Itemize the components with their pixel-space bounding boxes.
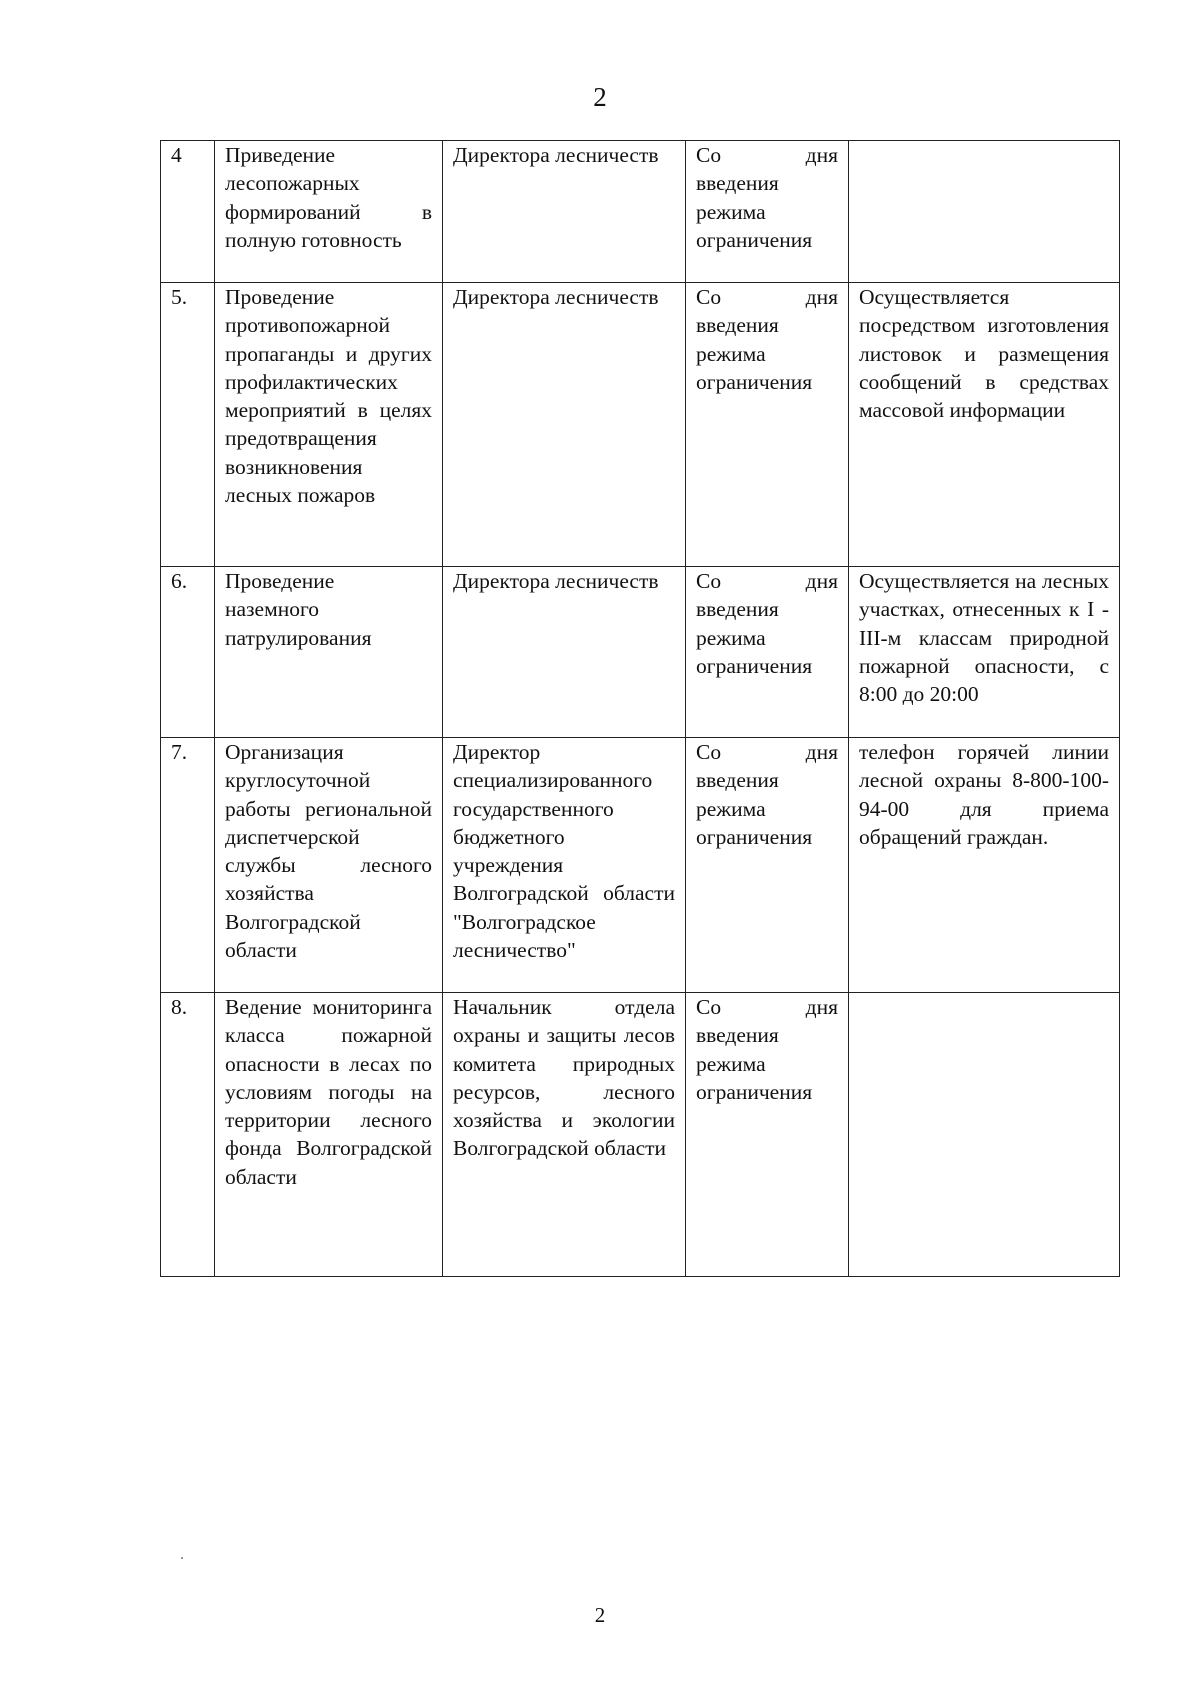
table-row: [161, 567, 1120, 738]
deadline-cell: Со дня введения режима ограничения: [686, 993, 849, 1277]
row-number: 6.: [161, 567, 215, 738]
scan-speck: [181, 1557, 183, 1559]
deadline-cell: Со дня введения режима ограничения: [686, 141, 849, 283]
measure-cell: Проведение противопожарной пропаганды и других профилактических мероприятий в целях предотвращения возникновения лесных пожаров: [215, 283, 443, 567]
deadline-cell: Со дня введения режима ограничения: [686, 283, 849, 567]
note-cell: [849, 993, 1120, 1277]
row-number: 5.: [161, 283, 215, 567]
deadline-cell: Со дня введения режима ограничения: [686, 738, 849, 993]
responsible-cell: Директора лесничеств: [443, 141, 686, 283]
responsible-cell: Директора лесничеств: [443, 283, 686, 567]
page-number-bottom: 2: [594, 1603, 606, 1627]
measures-table: [160, 140, 1120, 1277]
responsible-cell: Начальник отдела охраны и защиты лесов комитета природных ресурсов, лесного хозяйства и экологии Волгоградской области: [443, 993, 686, 1277]
page-number-top: 2: [593, 82, 607, 112]
table-row: [161, 141, 1120, 283]
deadline-cell: Со дня введения режима ограничения: [686, 567, 849, 738]
row-number: 8.: [161, 993, 215, 1277]
note-cell: телефон горячей линии лесной охраны 8-800-100-94-00 для приема обращений граждан.: [849, 738, 1120, 993]
table-row: [161, 993, 1120, 1277]
note-cell: Осуществляется на лесных участках, отнесенных к I - III-м классам природной пожарной опасности, с 8:00 до 20:00: [849, 567, 1120, 738]
measure-cell: Проведение наземного патрулирования: [215, 567, 443, 738]
row-number: 7.: [161, 738, 215, 993]
responsible-cell: Директора лесничеств: [443, 567, 686, 738]
measure-cell: Ведение мониторинга класса пожарной опасности в лесах по условиям погоды на территории лесного фонда Волгоградской области: [215, 993, 443, 1277]
table-row: [161, 738, 1120, 993]
note-cell: Осуществляется посредством изготовления листовок и размещения сообщений в средствах массовой информации: [849, 283, 1120, 567]
row-number: 4: [161, 141, 215, 283]
measure-cell: Организация круглосуточной работы региональной диспетчерской службы лесного хозяйства Волгоградской области: [215, 738, 443, 993]
measure-cell: Приведение лесопожарных формирований в полную готовность: [215, 141, 443, 283]
responsible-cell: Директор специализированного государственного бюджетного учреждения Волгоградской области "Волгоградское лесничество": [443, 738, 686, 993]
table-row: [161, 283, 1120, 567]
note-cell: [849, 141, 1120, 283]
